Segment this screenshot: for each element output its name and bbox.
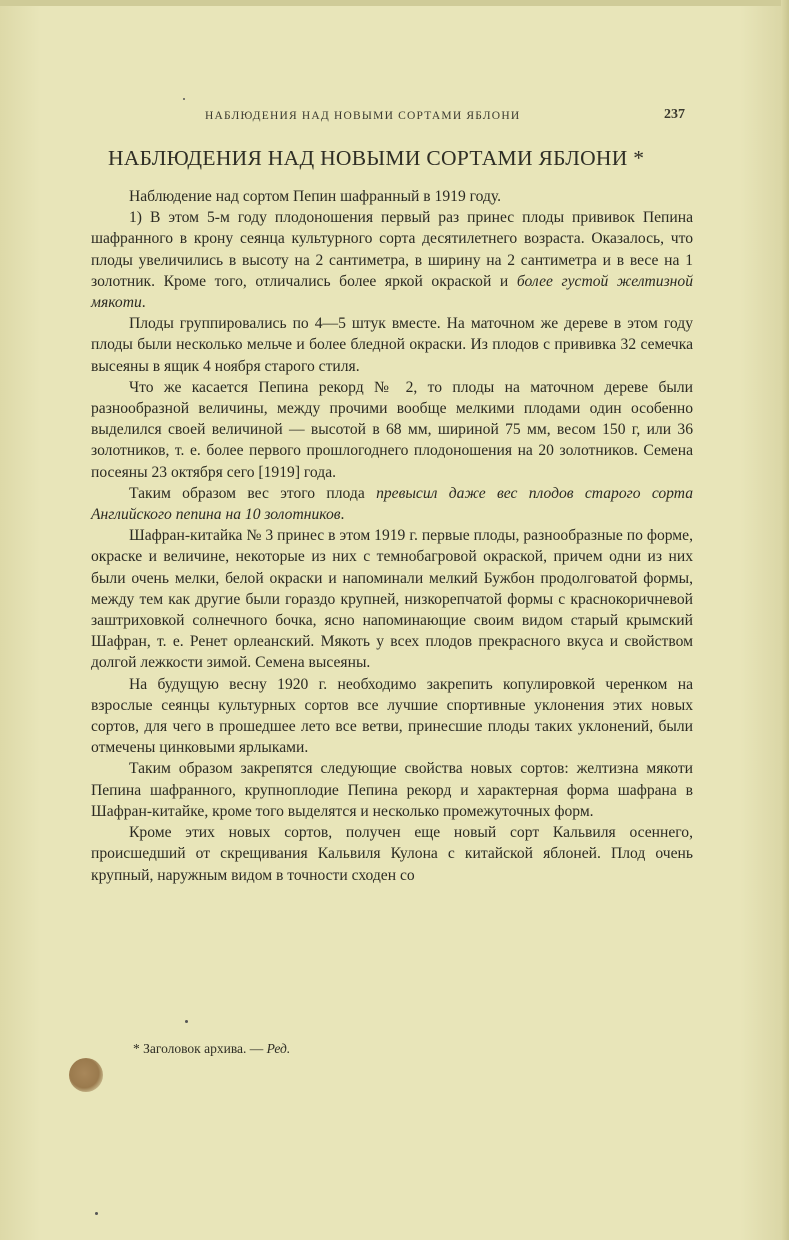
paragraph-6: Шафран-китайка № 3 принес в этом 1919 г. первые плоды, разнообразные по форме, окраске и величине, некоторые из них с темнобагровой окраской, причем одни из них были очень мелки, белой окраски и напоминали мелкий Бужбон продолговатой формы, между тем как другие были гораздо крупней, низкорепчатой формы с краснокоричневой заштриховкой солнечного бочка, ясно напоминающие своим видом старый крымский Шафран, т. е. Ренет орлеанский. Мякоть у всех плодов прекрасного вкуса и свойством долгой лежкости зимой. Семена высеяны.	[91, 527, 693, 672]
paragraph-8: Таким образом закрепятся следующие свойства новых сортов: желтизна мякоти Пепина шафранного, крупноплодие Пепина рекорд и характерная форма шафрана в Шафран-китайке, кроме того выделятся и несколько промежуточных форм.	[91, 760, 693, 820]
paragraph-5	[91, 483, 693, 525]
paper-stain	[69, 1058, 103, 1092]
page-top-edge	[0, 0, 789, 6]
paragraph-5-end: .	[340, 506, 345, 524]
paragraph-5-italic: превысил даже вес плодов старого сорта Английского пепина на 10 золотников	[91, 484, 693, 524]
footnote-editor: Ред.	[266, 1041, 291, 1056]
paragraph-3: Плоды группировались по 4—5 штук вместе. На маточном же дереве в этом году плоды были несколько мельче и более бледной окраски. Из плодов с прививка 32 семечка высеяны в ящик 4 ноября старого стиля.	[91, 315, 693, 375]
article-title: НАБЛЮДЕНИЯ НАД НОВЫМИ СОРТАМИ ЯБЛОНИ *	[108, 146, 645, 170]
page-number: 237	[664, 107, 685, 122]
paragraph-2-italic: более густой желтизной мякоти	[91, 272, 693, 312]
page-right-edge	[781, 0, 789, 1240]
footnote	[133, 1041, 290, 1057]
paragraph-7: На будущую весну 1920 г. необходимо закрепить копулировкой черенком на взрослые сеянцы культурных сортов все лучшие спортивные уклонения этих новых сортов, для чего в прошедшее лето все ветви, принесшие плоды таких уклонений, были отмечены цинковыми ярлыками.	[91, 675, 693, 757]
paragraph-2-text: 1) В этом 5-м году плодоношения первый раз принес плоды прививок Пепина шафранного в крону сеянца культурного сорта десятилетнего возраста. Оказалось, что плоды увеличились в высоту на 2 сантиметра, в ширину на 2 сантиметра и в весе на 1 золотник. Кроме того, отличались более яркой окраской и	[91, 209, 693, 290]
ink-speck	[95, 1212, 98, 1215]
paragraph-2	[91, 207, 693, 313]
paragraph-5-text: Таким образом вес этого плода	[129, 484, 377, 502]
ink-speck	[183, 98, 185, 100]
paragraph-1: Наблюдение над сортом Пепин шафранный в 1919 году.	[129, 188, 502, 205]
paragraph-2-end: .	[141, 294, 146, 312]
article-body	[91, 186, 693, 886]
paragraph-4: Что же касается Пепина рекорд № 2, то плоды на маточном дереве были разнообразной величины, между прочими вообще мелкими плодами один особенно выделился своей величиной — высотой в 68 мм, шириной 75 мм, весом 150 г, или 36 золотников, т. е. более первого прошлогоднего плодоношения на 20 золотников. Семена посеяны 23 октября сего [1919] года.	[91, 378, 693, 481]
running-title: НАБЛЮДЕНИЯ НАД НОВЫМИ СОРТАМИ ЯБЛОНИ	[205, 110, 521, 122]
ink-speck	[185, 1020, 188, 1023]
paragraph-9: Кроме этих новых сортов, получен еще новый сорт Кальвиля осеннего, происшедший от скрещивания Кальвиля Кулона с китайской яблоней. Плод очень крупный, наружным видом в точности сходен со	[91, 824, 693, 884]
footnote-text: * Заголовок архива. —	[133, 1041, 267, 1056]
